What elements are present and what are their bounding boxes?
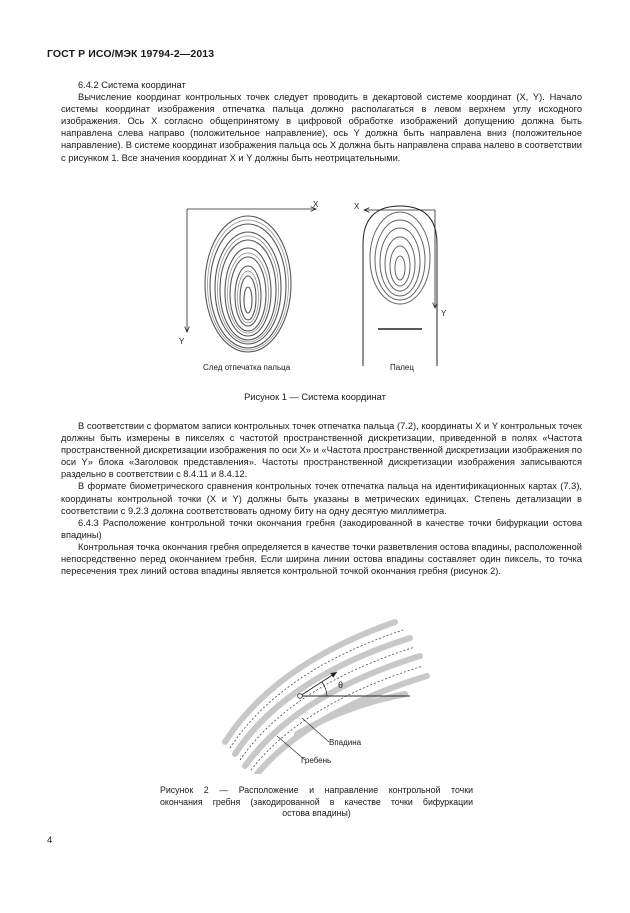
figure-1: [170, 196, 470, 378]
fig1-right-axis-y: Y: [441, 309, 447, 318]
figure-2-caption-line3: остова впадины): [282, 808, 351, 818]
finger: [363, 206, 437, 366]
section-6-4-2: [61, 79, 582, 164]
valley-label: Впадина: [329, 738, 362, 747]
coordinates-pixels-paragraph: В соответствии с форматом записи контрольных точек отпечатка пальца (7.2), координаты X и Y контрольных точек должны быть измерены в пикселях с частотой пространственной дискретизации, приведенной в полях «Частота пространственной дискретизации изображения по оси X» и «Частота пространственной дискретизации изображения по оси Y» блока «Заголовок представления». Частоты пространственной дискретизации изображения записываются раздельно в соответствии с 8.4.11 и 8.4.12.: [61, 421, 582, 480]
fig1-right-axis-x: X: [354, 202, 360, 211]
section-6-4-3-paragraph: Контрольная точка окончания гребня определяется в качестве точки разветвления остова впадины, расположенной непосредственно перед окончанием гребня. Если ширина линии остова впадины составляет один пиксель, то точка пересечения трех линий остова впадины является контрольной точкой окончания гребня (рисунок 2).: [61, 541, 582, 577]
figure-2: [205, 614, 435, 774]
coordinates-metric-paragraph: В формате биометрического сравнения контрольных точек отпечатка пальца на идентификационных картах (7.3), координаты контрольной точки (X и Y) должны быть указаны в метрических единицах. Степень детализации в соответствии с 9.2.3 должна соответствовать одному биту на одну десятую миллиметра.: [61, 481, 582, 516]
page-number: 4: [47, 835, 53, 846]
section-6-4-2-title: 6.4.2 Система координат: [78, 80, 186, 90]
standard-header: ГОСТ Р ИСО/МЭК 19794-2—2013: [47, 48, 215, 60]
figure-1-caption: Рисунок 1 — Система координат: [244, 392, 386, 402]
theta-label: θ: [338, 680, 344, 690]
fig1-left-axis-y: Y: [179, 337, 185, 346]
section-6-4-3-title: 6.4.3 Расположение контрольной точки окончания гребня (закодированной в качестве точки бифуркации остова впадины): [61, 517, 582, 540]
figure-2-caption-line2: окончания гребня (закодированной в качестве точки бифуркации: [160, 796, 473, 807]
text-after-figure-1: [61, 420, 582, 577]
fig1-right-label: Палец: [390, 363, 414, 372]
figure-2-caption-line1: Рисунок 2 — Расположение и направление контрольной точки: [160, 785, 473, 795]
figure-1-drawing: [170, 196, 470, 378]
figure-2-drawing: [205, 614, 435, 774]
ridge-label: Гребень: [301, 756, 332, 765]
ridge-lines: [225, 622, 427, 774]
fig1-left-axis-x: X: [313, 200, 319, 209]
section-6-4-2-paragraph: Вычисление координат контрольных точек следует проводить в декартовой системе координат (X, Y). Начало системы координат изображения отпечатка пальца должно располагаться в левом верхнем углу исходного изображения. Ось X согласно общепринятому в цифровой обработке изображений допущению должна быть направлена слева направо (положительное направление), ось Y должна быть направлена вниз (положительное направление). В системе координат изображения пальца ось X должна быть направлена справа налево в соответствии с рисунком 1. Все значения координат X и Y должны быть неотрицательными.: [61, 92, 582, 163]
fingerprint-trace: [187, 209, 316, 352]
fig1-left-label: След отпечатка пальца: [203, 363, 291, 372]
figure-2-caption: [160, 785, 473, 820]
minutia-point: [298, 694, 303, 699]
